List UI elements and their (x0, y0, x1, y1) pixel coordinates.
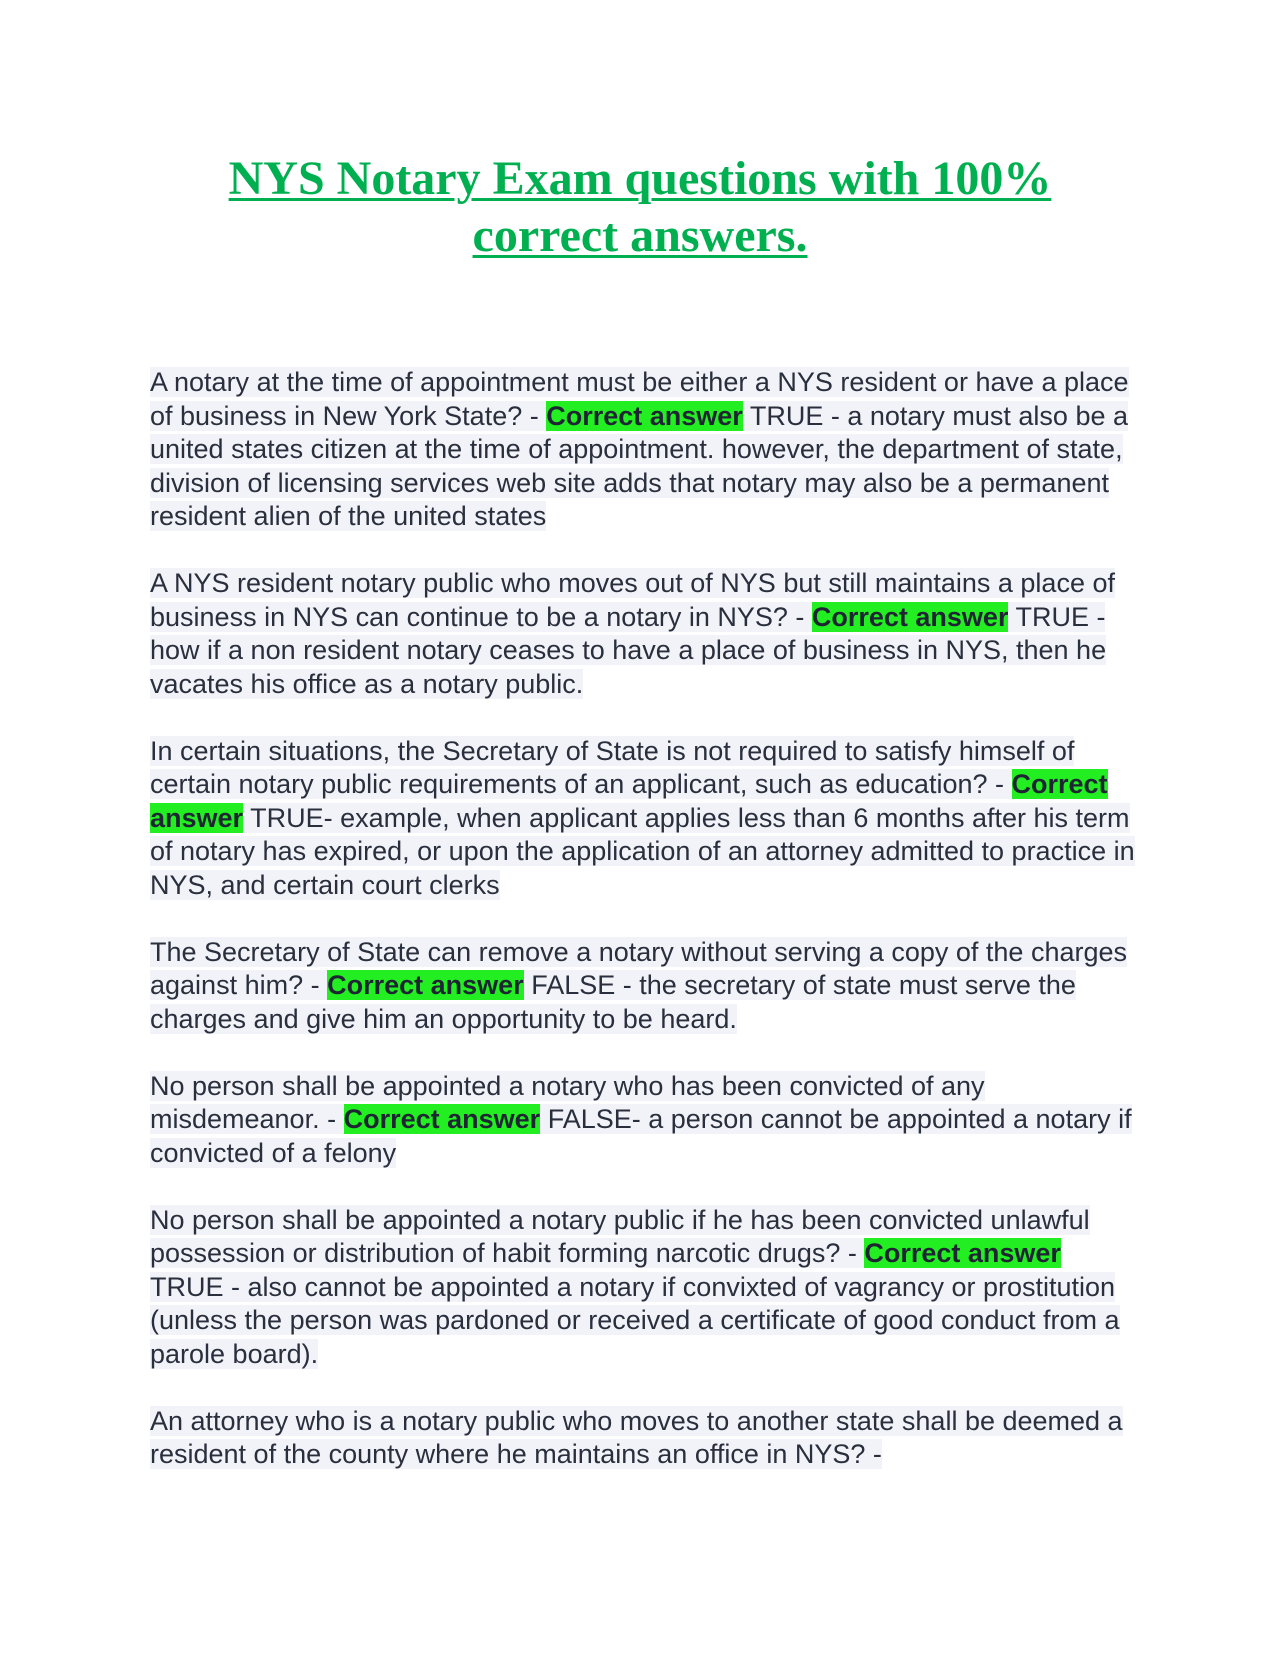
qa-item (150, 567, 1135, 701)
qa-item (150, 1204, 1135, 1372)
document-title: NYS Notary Exam questions with 100% correct answers. (228, 152, 1052, 262)
question-text: A NYS resident notary public who moves out of NYS but still maintains a place of business in NYS can continue to be a notary in NYS? - (150, 568, 1115, 632)
answer-text: TRUE- example, when applicant applies less than 6 months after his term of notary has expired, or upon the application of an attorney admitted to practice in NYS, and certain court clerks (150, 802, 1135, 900)
qa-item (150, 735, 1135, 903)
question-text: No person shall be appointed a notary public if he has been convicted unlawful possession or distribution of habit forming narcotic drugs? - (150, 1204, 1090, 1268)
question-text: No person shall be appointed a notary who has been convicted of any misdemeanor. - (150, 1070, 985, 1134)
correct-answer-label: Correct answer (150, 769, 1108, 833)
qa-item (150, 936, 1135, 1037)
correct-answer-label: Correct answer (811, 601, 1009, 632)
correct-answer-label: Correct answer (864, 1238, 1061, 1268)
question-text: The Secretary of State can remove a notary without serving a copy of the charges against him? - (150, 936, 1128, 1000)
correct-answer-label: Correct answer (327, 970, 524, 1000)
answer-text: FALSE - the secretary of state must serve the charges and give him an opportunity to be heard. (150, 970, 1076, 1034)
question-text: An attorney who is a notary public who moves to another state shall be deemed a resident of the county where he maintains an office in NYS? - (150, 1405, 1123, 1469)
answer-text: TRUE - how if a non resident notary ceases to have a place of business in NYS, then he vacates his office as a notary public. (150, 601, 1107, 699)
answer-text: TRUE - a notary must also be a united states citizen at the time of appointment. however, the department of state, division of licensing services web site adds that notary may also be a permanent resident alien of the united states (150, 400, 1128, 531)
answer-text: TRUE - also cannot be appointed a notary if convixted of vagrancy or prostitution (unless the person was pardoned or received a certificate of good conduct from a parole board). (150, 1271, 1120, 1369)
correct-answer-label: Correct answer (343, 1104, 541, 1134)
question-text: A notary at the time of appointment must be either a NYS resident or have a place of business in New York State? - (150, 367, 1129, 431)
correct-answer-label: Correct answer (546, 400, 743, 431)
qa-list (150, 366, 1135, 1505)
qa-item (150, 1070, 1135, 1171)
qa-item (150, 366, 1135, 534)
answer-text: FALSE- a person cannot be appointed a notary if convicted of a felony (150, 1104, 1132, 1168)
question-text: In certain situations, the Secretary of State is not required to satisfy himself of certain notary public requirements of an applicant, such as education? - (150, 735, 1075, 799)
qa-item (150, 1405, 1135, 1472)
